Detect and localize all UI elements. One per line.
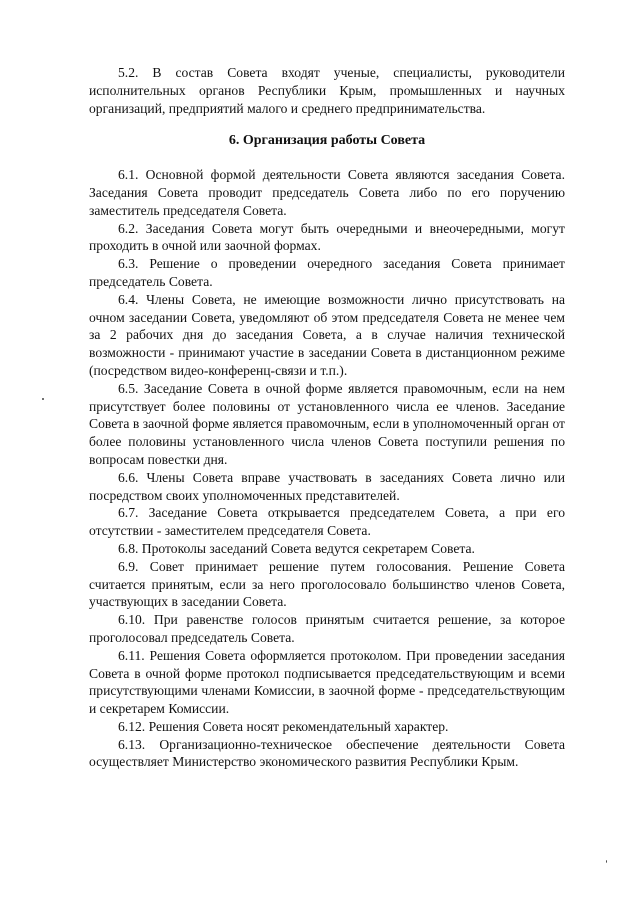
paragraph-6-5: 6.5. Заседание Совета в очной форме является правомочным, если на нем присутствует более половины от установленного числа ее членов. Заседание Совета в заочной форме является правомочным, если в уполномоченный орган от более половины установленного числа членов Совета поступили решения по вопросам повестки дня. [89,380,565,467]
paragraph-6-10: 6.10. При равенстве голосов принятым считается решение, за которое проголосовал председатель Совета. [89,612,565,645]
scan-speck [606,860,607,863]
paragraph-5-2: 5.2. В состав Совета входят ученые, специалисты, руководители исполнительных органов Республики Крым, промышленных и научных организаций, предприятий малого и среднего предпринимательства. [89,65,565,116]
paragraph-6-8: 6.8. Протоколы заседаний Совета ведутся секретарем Совета. [118,540,475,556]
paragraph-6-4: 6.4. Члены Совета, не имеющие возможности лично присутствовать на очном заседании Совета, уведомляют об этом председателя Совета не менее чем за 2 рабочих дня до заседания Совета, а в случае наличия технической возможности - принимают участие в заседании Совета в дистанционном режиме (посредством видео-конференц-связи и т.п.). [89,291,565,378]
paragraph-6-2: 6.2. Заседания Совета могут быть очередными и внеочередными, могут проходить в очной или заочной формах. [89,220,565,254]
paragraph-6-7: 6.7. Заседание Совета открывается председателем Совета, а при его отсутствии - заместителем председателя Совета. [89,505,565,539]
paragraph-6-12: 6.12. Решения Совета носят рекомендательный характер. [118,718,449,734]
paragraph-6-6: 6.6. Члены Совета вправе участвовать в заседаниях Совета лично или посредством своих уполномоченных представителей. [89,469,565,503]
paragraph-6-9: 6.9. Совет принимает решение путем голосования. Решение Совета считается принятым, если за него проголосовало большинство членов Совета, участвующих в заседании Совета. [89,558,565,610]
paragraph-6-13: 6.13. Организационно-техническое обеспечение деятельности Совета осуществляет Министерство экономического развития Республики Крым. [89,736,565,770]
paragraph-6-3: 6.3. Решение о проведении очередного заседания Совета принимает председатель Совета. [89,256,565,289]
paragraph-6-1: 6.1. Основной формой деятельности Совета являются заседания Совета. Заседания Совета проводит председатель Совета либо по его поручению заместитель председателя Совета. [89,167,565,218]
document-page [89,64,565,771]
scan-speck [42,398,44,400]
section-6-heading: 6. Организация работы Совета [228,133,426,149]
paragraph-6-11: 6.11. Решения Совета оформляется протоколом. При проведении заседания Совета в очной форме протокол подписывается председательствующим и всеми присутствующими членами Комиссии, в заочной форме - председательствующим и секретарем Комиссии. [89,647,565,717]
